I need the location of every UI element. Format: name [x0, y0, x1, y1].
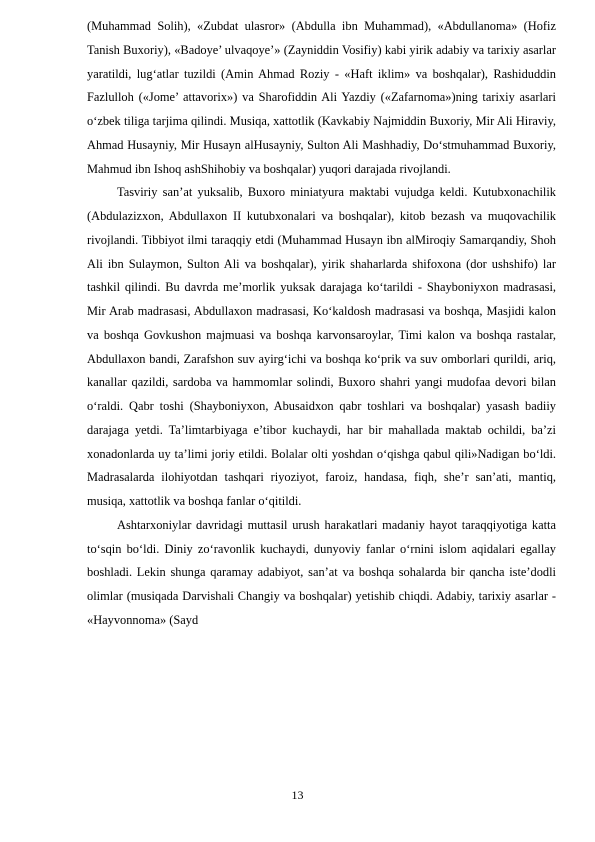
- paragraph-continuation: (Muhammad Solih), «Zubdat ulasror» (Abdulla ibn Muhammad), «Abdullanoma» (Hofiz Tanish Buxoriy), «Badoye’ ulvaqoye’» (Zayniddin Vosifiy) kabi yirik adabiy va tarixiy asarlar yaratildi, lug‘atlar tuzildi (Amin Ahmad Roziy - «Haft iklim» va boshqalar), Rashiduddin Fazlulloh («Jome’ attavorix») va Sharofiddin Ali Yazdiy («Zafarnoma»)ning tarixiy asarlari o‘zbek tiliga tarjima qilindi. Musiqa, xattotlik (Kavkabiy Najmiddin Buxoriy, Mir Ali Hiraviy, Ahmad Husayniy, Mir Husayn alHusayniy, Sulton Ali Mashhadiy, Do‘stmuhammad Buxoriy, Mahmud ibn Ishoq ashShihobiy va boshqalar) yuqori darajada rivojlandi.: [87, 19, 556, 176]
- paragraph-fine-arts: Tasviriy san’at yuksalib, Buxoro miniatyura maktabi vujudga keldi. Kutubxonachilik (Abdulazizxon, Abdullaxon II kutubxonalari va boshqalar), kitob bezash va muqovachilik rivojlandi. Tibbiyot ilmi taraqqiy etdi (Muhammad Husayn ibn alMiroqiy Samarqandiy, Shoh Ali ibn Sulaymon, Sulton Ali va boshqalar), yirik shaharlarda shifoxona (dor ushshifo) lar tashkil qilindi. Bu davrda me’morlik yuksak darajaga ko‘tarildi - Shayboniyxon madrasasi, Mir Arab madrasasi, Abdullaxon madrasasi, Ko‘kaldosh madrasasi va boshqa, Masjidi kalon va boshqa Govkushon majmuasi va boshqa karvonsaroylar, Timi kalon va boshqa rastalar, Abdullaxon bandi, Zarafshon suv ayirg‘ichi va boshqa ko‘prik va suv omborlari qurildi, ariq, kanallar qazildi, sardoba va hammomlar solindi, Buxoro shahri yangi mudofaa devori bilan o‘raldi. Qabr toshi (Shayboniyxon, Abusaidxon qabr toshlari va boshqalar) yasash badiiy darajaga yetdi. Ta’limtarbiyaga e’tibor kuchaydi, har bir mahallada maktab ochildi, ba’zi xonadonlarda uy ta’limi joriy etildi. Bolalar olti yoshdan o‘qishga qabul qili»Nadigan bo‘ldi. Madrasalarda ilohiyotdan tashqari riyoziyot, faroiz, handasa, fiqh, she’r san’ati, mantiq, musiqa, xattotlik va boshqa fanlar o‘qitildi.: [87, 185, 556, 508]
- paragraph-ashtarxoniylar: Ashtarxoniylar davridagi muttasil urush harakatlari madaniy hayot taraqqiyotiga katta to‘sqin bo‘ldi. Diniy zo‘ravonlik kuchaydi, dunyoviy fanlar o‘rnini islom aqidalari egallay boshladi. Lekin shunga qaramay adabiyot, san’at va boshqa sohalarda bir qancha iste’dodli olimlar (musiqada Darvishali Changiy va boshqalar) yetishib chiqdi. Adabiy, tarixiy asarlar - «Hayvonnoma» (Sayd: [87, 517, 556, 627]
- page-body: [87, 15, 556, 633]
- page-number: 13: [291, 788, 304, 802]
